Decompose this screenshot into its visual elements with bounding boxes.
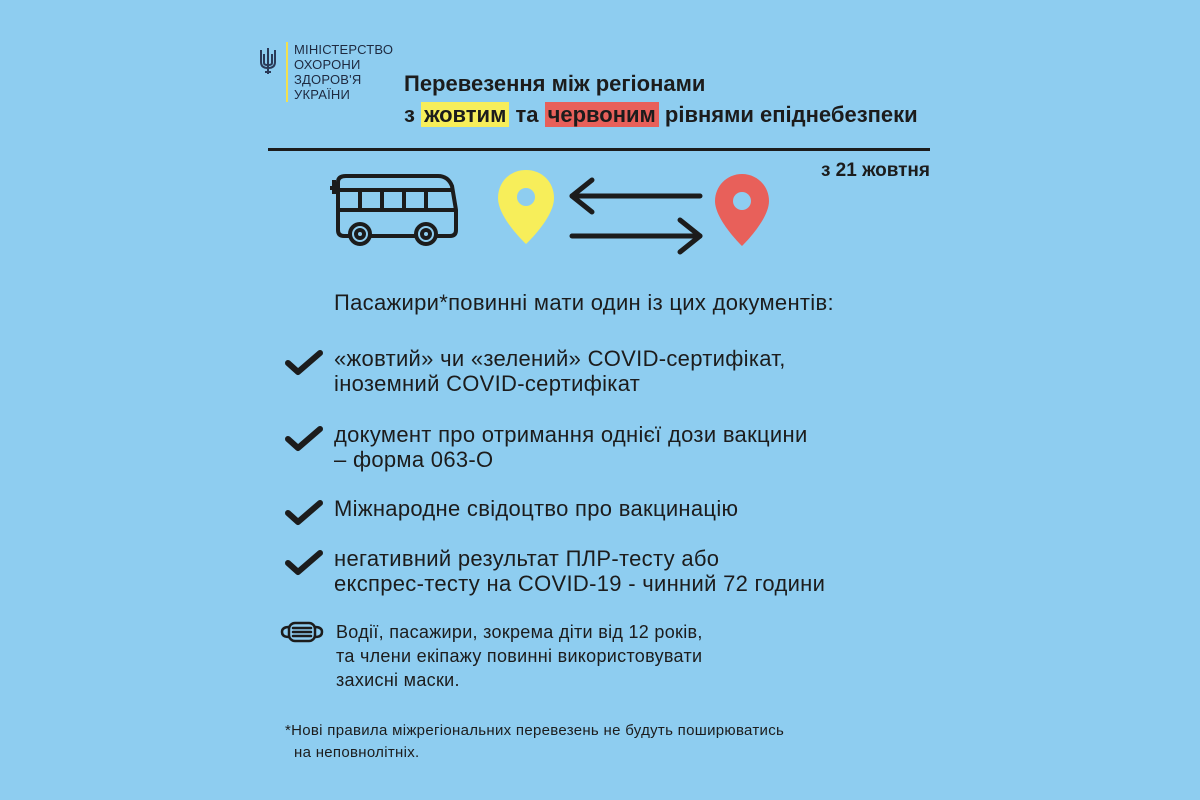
title-line-2 [404,99,918,130]
ministry-line-3: ЗДОРОВ'Я [294,72,362,87]
transport-illustration [330,168,800,268]
requirement-line-1: Міжнародне свідоцтво про вакцинацію [334,496,739,521]
mask-note-line-1: Водії, пасажири, зокрема діти від 12 років, [336,622,703,642]
requirement-line-1: негативний результат ПЛР-тесту або [334,546,720,571]
bus-icon [330,176,456,244]
effective-date: з 21 жовтня [820,160,930,181]
swap-arrows-icon [572,180,700,252]
requirement-line-2: іноземний COVID-сертифікат [334,371,641,396]
checkmark-icon [284,426,324,452]
ministry-line-1: МІНІСТЕРСТВО [294,42,394,57]
title-suffix: рівнями епіднебезпеки [658,102,918,127]
ministry-line-4: УКРАЇНИ [294,87,351,102]
requirement-item [284,346,786,396]
title-line-1: Перевезення між регіонами [404,71,706,96]
requirement-item [284,496,738,526]
requirement-line-2: експрес-тесту на COVID-19 - чинний 72 години [334,571,826,596]
mask-note-line-3: захисні маски. [336,670,460,690]
requirement-item [284,546,825,596]
requirement-text [334,496,738,521]
requirement-text [334,346,786,396]
trident-icon [258,46,278,76]
ministry-line-2: ОХОРОНИ [294,57,361,72]
documents-intro: Пасажири*повинні мати один із цих документів: [334,290,834,315]
footnote [285,720,784,764]
requirement-text [334,546,825,596]
requirement-line-2: – форма 063-О [334,447,494,472]
mask-note-line-2: та члени екіпажу повинні використовувати [336,646,703,666]
yellow-pin-icon [498,170,554,244]
requirement-line-1: документ про отримання однієї дози вакцини [334,422,808,447]
checkmark-icon [284,550,324,576]
title-divider [268,148,930,151]
title-prefix: з [404,102,422,127]
requirement-text [334,422,808,472]
mask-note-text [336,620,703,692]
ministry-name [286,42,393,102]
mask-note [280,620,703,692]
title-middle: та [509,102,545,127]
yellow-level-highlight: жовтим [421,102,509,127]
red-pin-icon [715,174,769,246]
red-level-highlight: червоним [545,102,659,127]
footnote-line-1: *Нові правила міжрегіональних перевезень не будуть поширюватись [285,722,785,739]
requirement-line-1: «жовтий» чи «зелений» COVID-сертифікат, [334,346,786,371]
requirement-item [284,422,808,472]
checkmark-icon [284,350,324,376]
checkmark-icon [284,500,324,526]
page-title [404,68,918,130]
face-mask-icon [280,620,324,644]
ministry-logo [258,42,393,102]
footnote-line-2: на неповнолітніх. [294,744,420,761]
